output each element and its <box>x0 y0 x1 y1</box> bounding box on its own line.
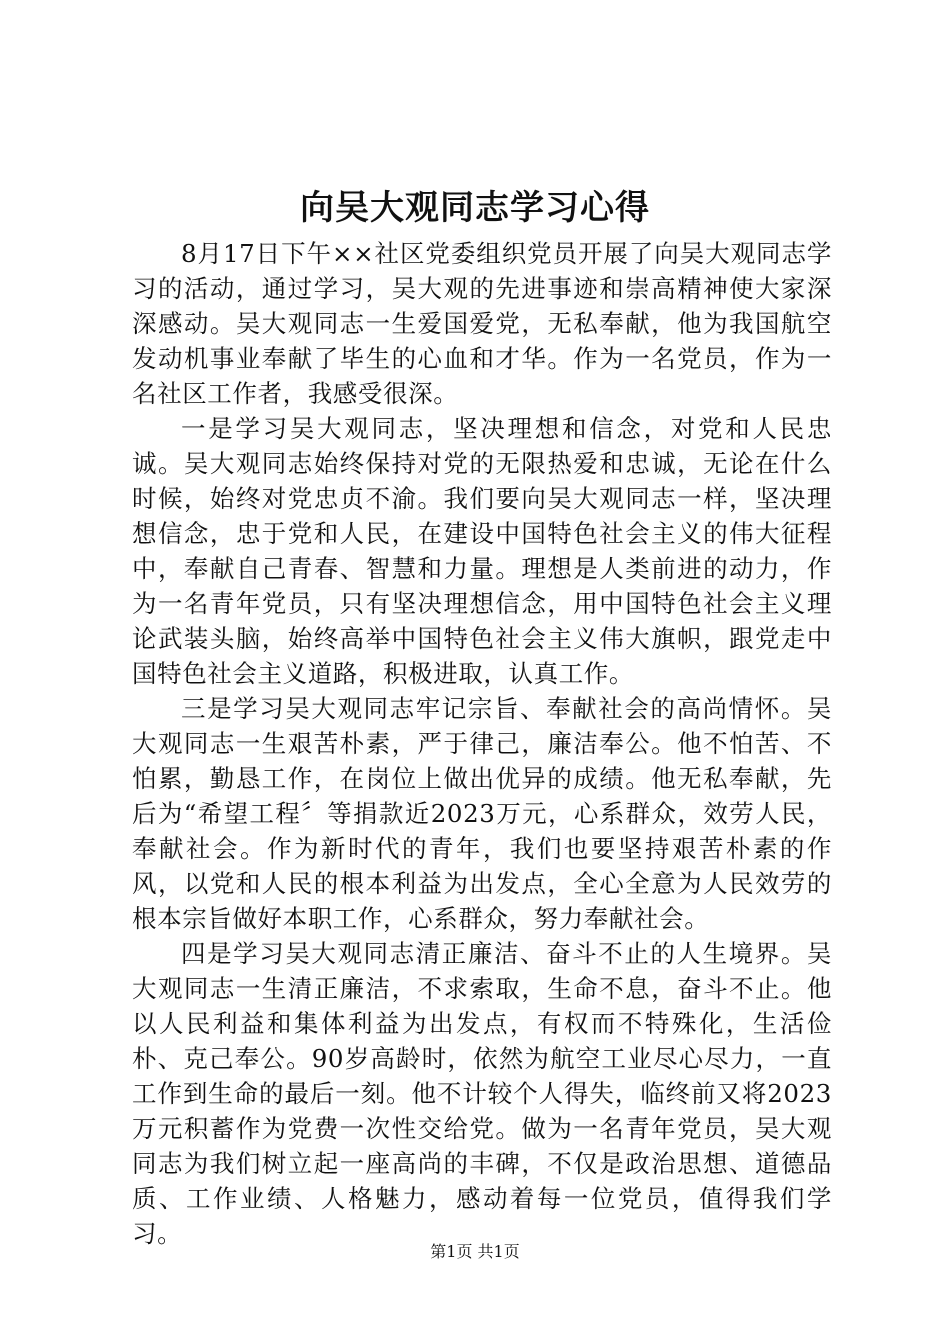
page-number-footer: 第1页 共1页 <box>430 1242 520 1261</box>
paragraph-point-one: 一是学习吴大观同志，坚决理想和信念，对党和人民忠诚。吴大观同志始终保持对党的无限热爱和忠诚，无论在什么时候，始终对党忠贞不渝。我们要向吴大观同志一样，坚决理想信念，忠于党和人民，在建设中国特色社会主义的伟大征程中，奉献自己青春、智慧和力量。理想是人类前进的动力，作为一名青年党员，只有坚决理想信念，用中国特色社会主义理论武装头脑，始终高举中国特色社会主义伟大旗帜，跟党走中国特色社会主义道路，积极进取，认真工作。 <box>132 414 832 688</box>
paragraph-point-four: 四是学习吴大观同志清正廉洁、奋斗不止的人生境界。吴大观同志一生清正廉洁，不求索取，生命不息，奋斗不止。他以人民利益和集体利益为出发点，有权而不特殊化，生活俭朴、克己奉公。90岁高龄时，依然为航空工业尽心尽力，一直工作到生命的最后一刻。他不计较个人得失，临终前又将2023万元积蓄作为党费一次性交给党。做为一名青年党员，吴大观同志为我们树立起一座高尚的丰碑，不仅是政治思想、道德品质、工作业绩、人格魅力，感动着每一位党员，值得我们学习。 <box>132 939 832 1248</box>
document-title: 向吴大观同志学习心得 <box>300 188 650 228</box>
paragraph-intro: 8月17日下午××社区党委组织党员开展了向吴大观同志学习的活动，通过学习，吴大观的先进事迹和崇高精神使大家深深感动。吴大观同志一生爱国爱党，无私奉献，他为我国航空发动机事业奉献了毕生的心血和才华。作为一名党员，作为一名社区工作者，我感受很深。 <box>132 239 832 408</box>
document-body <box>132 236 832 1251</box>
paragraph-point-three: 三是学习吴大观同志牢记宗旨、奉献社会的高尚情怀。吴大观同志一生艰苦朴素，严于律己，廉洁奉公。他不怕苦、不怕累，勤恳工作，在岗位上做出优异的成绩。他无私奉献，先后为“希望工程〞等捐款近2023万元，心系群众，效劳人民，奉献社会。作为新时代的青年，我们也要坚持艰苦朴素的作风，以党和人民的根本利益为出发点，全心全意为人民效劳的根本宗旨做好本职工作，心系群众，努力奉献社会。 <box>132 694 832 933</box>
